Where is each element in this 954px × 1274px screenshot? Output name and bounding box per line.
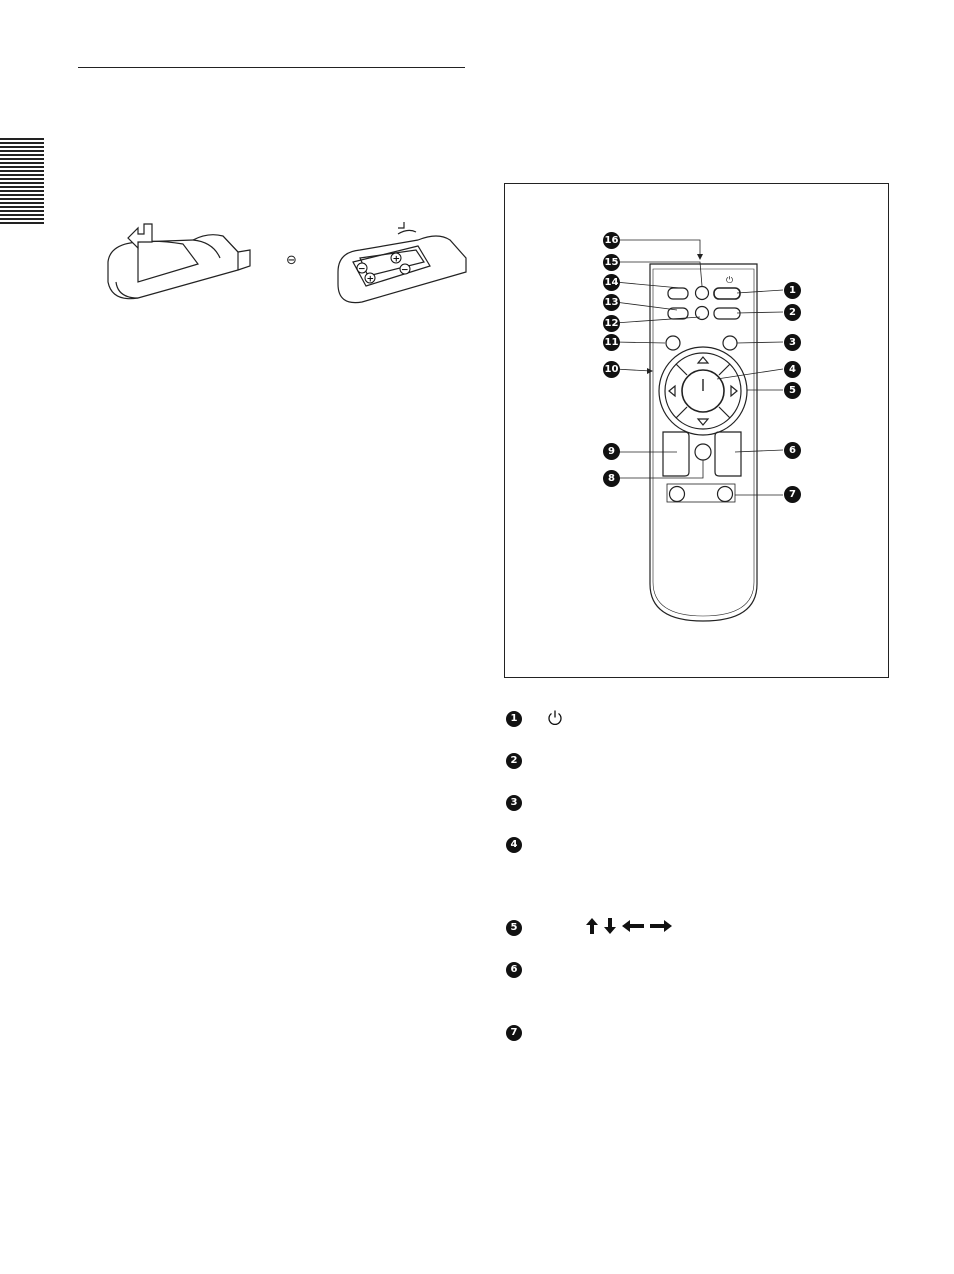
button-13 bbox=[668, 308, 688, 319]
remote-power-glyph: ⏻ bbox=[726, 276, 734, 286]
list-marker-2: 2 bbox=[506, 753, 522, 769]
callout-7: 7 bbox=[784, 486, 801, 503]
callout-3: 3 bbox=[784, 334, 801, 351]
arrow-down-icon bbox=[603, 917, 617, 935]
svg-text:−: − bbox=[358, 264, 366, 275]
callout-12: 12 bbox=[603, 315, 620, 332]
callout-14: 14 bbox=[603, 274, 620, 291]
svg-text:−: − bbox=[401, 265, 409, 276]
minus-symbol: ⊖ bbox=[286, 253, 297, 268]
callout-1: 1 bbox=[784, 282, 801, 299]
button-3 bbox=[723, 336, 737, 350]
chapter-tab bbox=[0, 138, 44, 226]
callout-16: 16 bbox=[603, 232, 620, 249]
top-rule bbox=[78, 67, 465, 68]
button-11 bbox=[666, 336, 680, 350]
button-2 bbox=[714, 308, 740, 319]
callout-10: 10 bbox=[603, 361, 620, 378]
list-marker-3: 3 bbox=[506, 795, 522, 811]
push-arrow-icon bbox=[128, 224, 152, 248]
battery-insertion-illustration bbox=[98, 222, 468, 312]
list-marker-6: 6 bbox=[506, 962, 522, 978]
callout-5: 5 bbox=[784, 382, 801, 399]
arrow-keys-icons bbox=[585, 917, 673, 937]
callout-13: 13 bbox=[603, 294, 620, 311]
list-marker-1: 1 bbox=[506, 711, 522, 727]
callout-9: 9 bbox=[603, 443, 620, 460]
remote-back-closed bbox=[108, 235, 250, 299]
button-6 bbox=[715, 432, 741, 476]
list-marker-4: 4 bbox=[506, 837, 522, 853]
button-14 bbox=[668, 288, 688, 299]
arrow-left-icon bbox=[621, 919, 645, 933]
list-marker-7: 7 bbox=[506, 1025, 522, 1041]
power-button bbox=[714, 288, 740, 299]
button-15 bbox=[696, 287, 709, 300]
power-icon bbox=[546, 709, 564, 727]
list-marker-5: 5 bbox=[506, 920, 522, 936]
arrow-right-icon bbox=[649, 919, 673, 933]
callout-6: 6 bbox=[784, 442, 801, 459]
button-9 bbox=[663, 432, 689, 476]
remote-control-drawing bbox=[505, 184, 890, 679]
bottom-button-left bbox=[670, 487, 685, 502]
button-8 bbox=[695, 444, 711, 460]
callout-4: 4 bbox=[784, 361, 801, 378]
bottom-button-right bbox=[718, 487, 733, 502]
remote-diagram-frame bbox=[504, 183, 889, 678]
arrow-up-icon bbox=[585, 917, 599, 935]
callout-11: 11 bbox=[603, 334, 620, 351]
svg-text:+: + bbox=[392, 254, 401, 265]
open-arrow-icon bbox=[398, 222, 404, 228]
callout-2: 2 bbox=[784, 304, 801, 321]
svg-text:+: + bbox=[366, 274, 375, 285]
callout-15: 15 bbox=[603, 254, 620, 271]
callout-8: 8 bbox=[603, 470, 620, 487]
